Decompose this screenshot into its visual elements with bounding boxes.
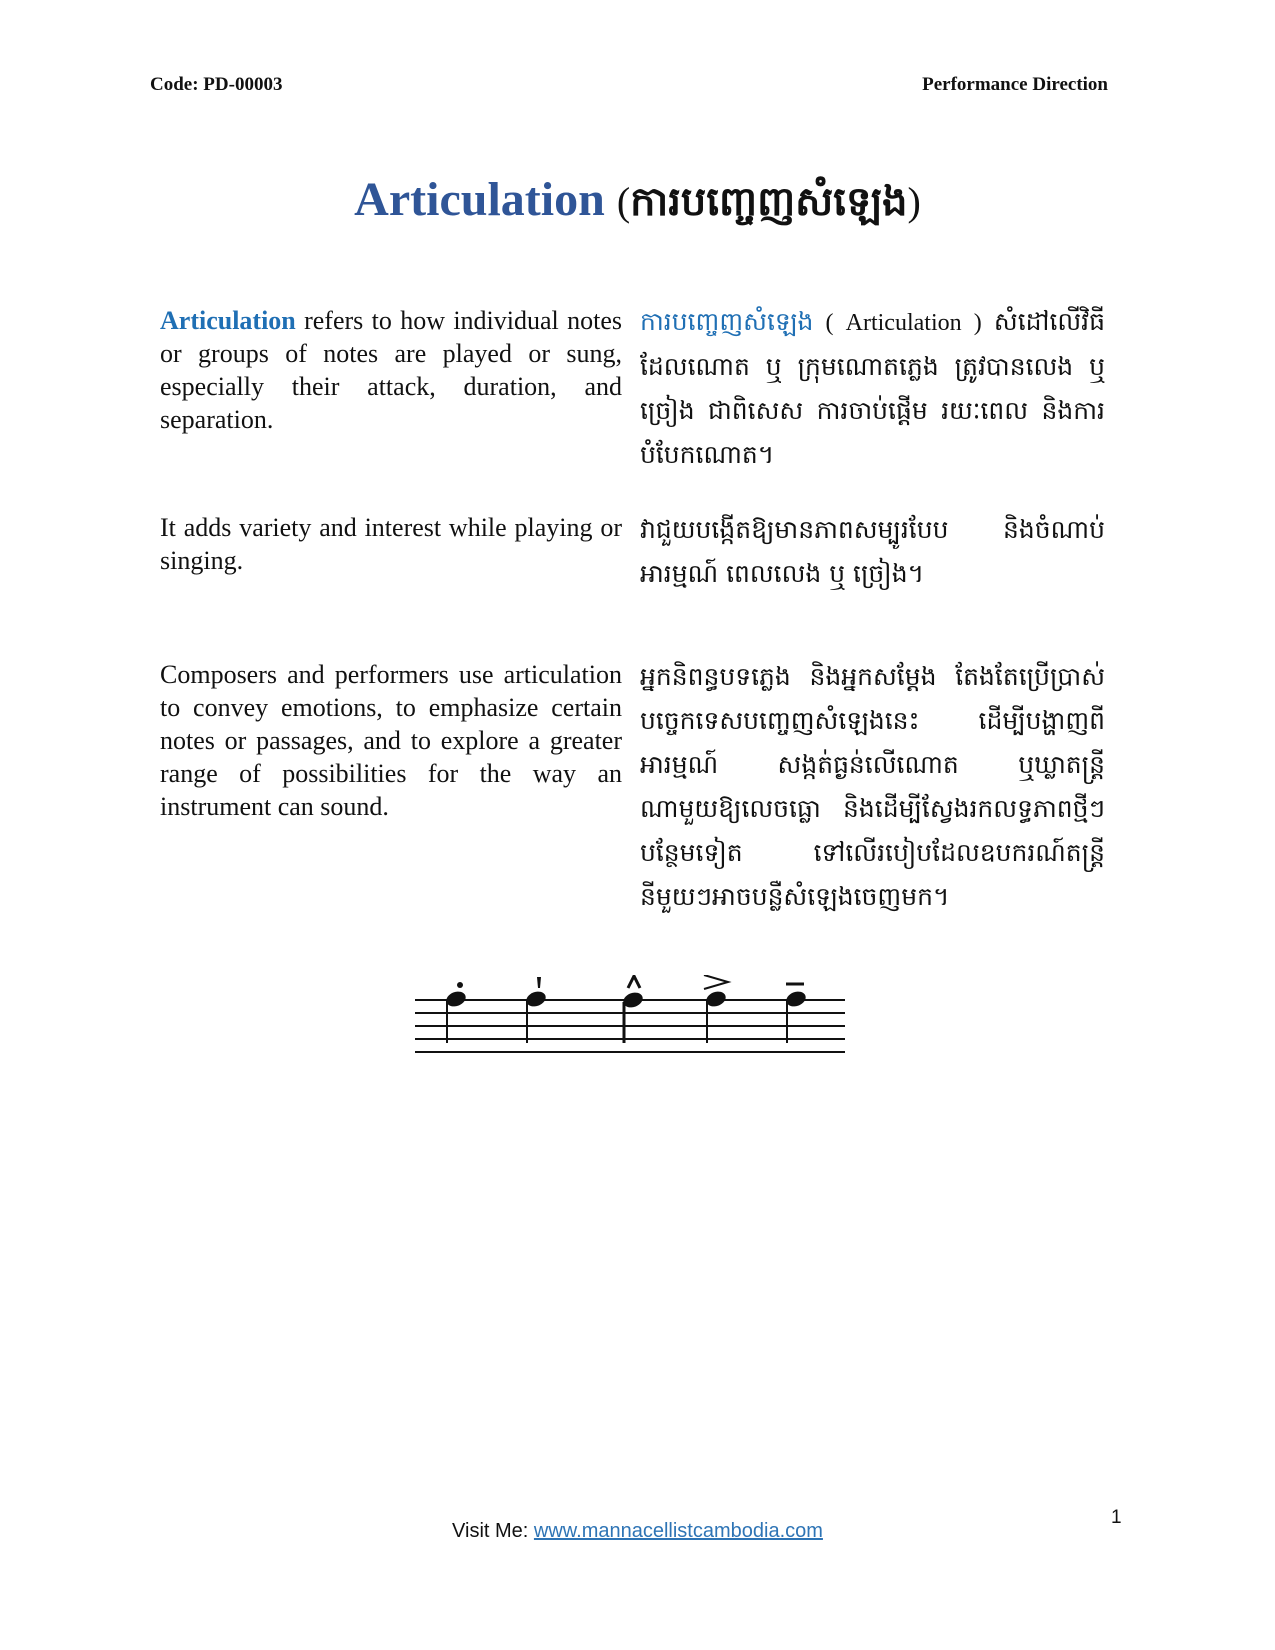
accent-note-icon [704, 975, 728, 1043]
section-1-english-text: refers to how individual notes or groups of notes are played or sung, especially their attack, duration, and separation. [160, 306, 622, 434]
section-2-khmer [640, 508, 1105, 596]
page-number: 1 [1111, 1507, 1122, 1528]
title-english: Articulation [354, 173, 605, 226]
section-1-english [160, 304, 622, 436]
title-open-paren: ( [616, 179, 631, 224]
section-2-english [160, 511, 622, 577]
section-3-english [160, 658, 622, 823]
document-category: Performance Direction [922, 74, 1108, 95]
term-highlight-khmer: ការបញ្ចេញសំឡេង [640, 307, 814, 336]
footer-label: Visit Me: [452, 1520, 534, 1542]
section-3-khmer-text: អ្នកនិពន្ធបទភ្លេង និងអ្នកសម្ដែង តែងតែប្រើប្រាស់បច្ចេកទេសបញ្ចេញសំឡេងនេះ ដើម្បីបង្ហាញពីអារម្មណ៍ សង្កត់ធ្ងន់លើណោត ឬឃ្លាតន្ត្រីណាមួយឱ្យលេចធ្លោ និងដើម្បីស្វែងរកលទ្ធភាពថ្មីៗបន្ថែមទៀត ទៅលើរបៀបដែលឧបករណ៍តន្ត្រីនីមួយៗអាចបន្លឺសំឡេងចេញមក។ [640, 662, 1105, 911]
website-link[interactable]: www.mannacellistcambodia.com [533, 1520, 823, 1542]
inline-english-term: ( Articulation ) [813, 310, 994, 336]
page-title [0, 172, 1275, 235]
music-staff-icon [410, 975, 850, 1075]
footer [0, 1520, 1275, 1543]
section-3-english-text: Composers and performers use articulation to convey emotions, to emphasize certain notes or passages, and to explore a greater range of possibilities for the way an instrument can sound. [160, 660, 622, 821]
title-close-paren: ) [907, 179, 921, 224]
section-1-khmer [640, 300, 1105, 477]
section-2-khmer-text: វាជួយបង្កើតឱ្យមានភាពសម្បូរបែប និងចំណាប់អារម្មណ៍ ពេលលេង ឬ ច្រៀង។ [640, 515, 1105, 588]
title-khmer: ការបញ្ចេញសំឡេង [630, 179, 908, 224]
section-1-khmer-text: សំដៅលើវិធីដែលណោត ឬ ក្រុមណោតភ្លេង ត្រូវបានលេង ឬ ច្រៀង ជាពិសេស ការចាប់ផ្ដើម រយៈពេល និងការបំបែកណោត។ [640, 307, 1105, 469]
section-3-khmer [640, 655, 1105, 919]
marcato-note-icon [621, 976, 645, 1043]
staccatissimo-note-icon [524, 977, 548, 1043]
section-2-english-text: It adds variety and interest while playing or singing. [160, 513, 622, 575]
articulation-staff-figure [410, 975, 850, 1080]
document-code: Code: PD-00003 [150, 74, 283, 95]
term-highlight: Articulation [160, 306, 296, 335]
